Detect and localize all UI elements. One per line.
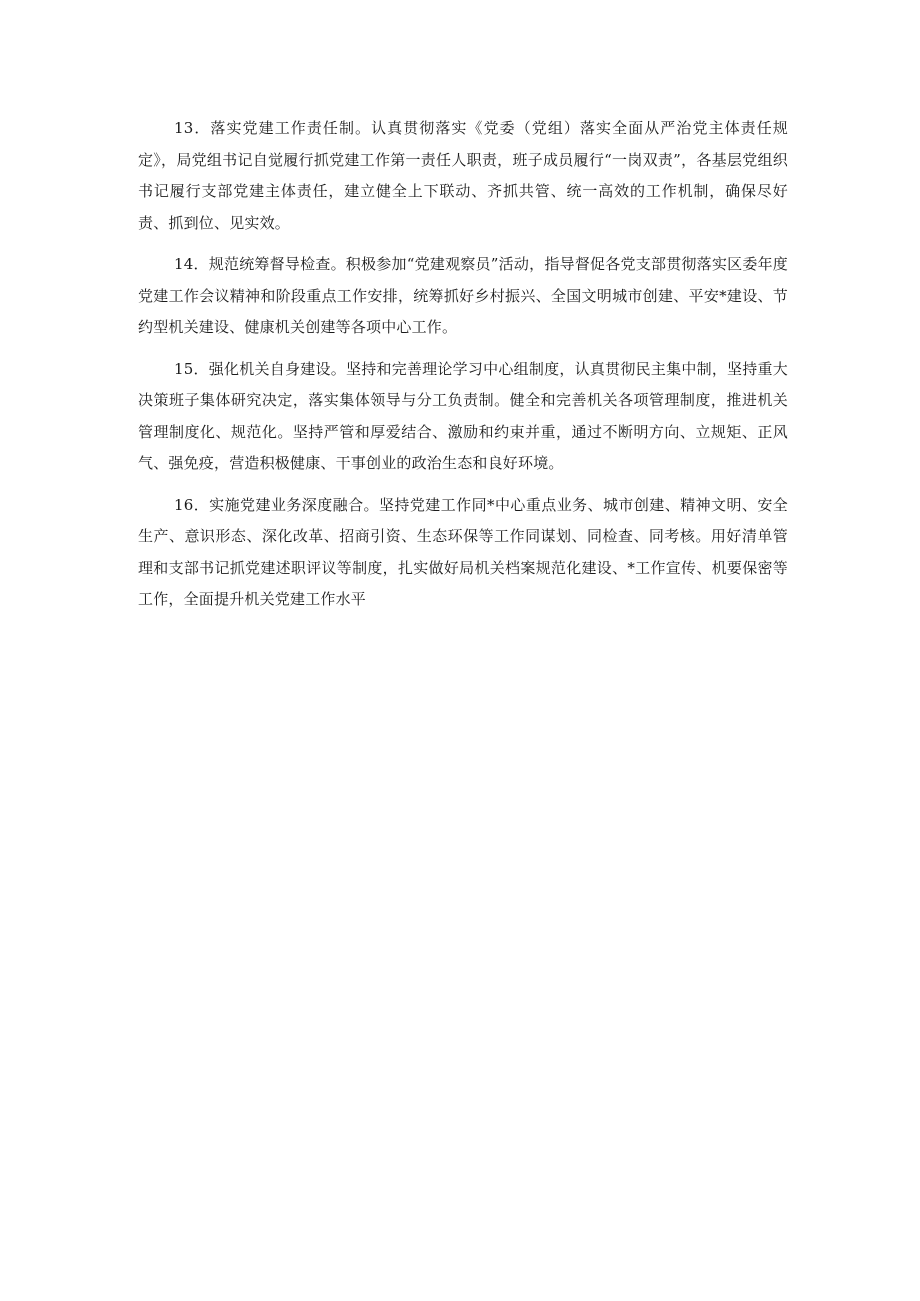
paragraph-14: 14．规范统筹督导检查。积极参加“党建观察员”活动，指导督促各党支部贯彻落实区委年度党建工作会议精神和阶段重点工作安排，统筹抓好乡村振兴、全国文明城市创建、平安*建设、节约型机关建设、健康机关创建等各项中心工作。 xyxy=(138,255,788,336)
paragraph-13: 13．落实党建工作责任制。认真贯彻落实《党委（党组）落实全面从严治党主体责任规定》，局党组书记自觉履行抓党建工作第一责任人职责，班子成员履行“一岗双责”，各基层党组织书记履行支部党建主体责任，建立健全上下联动、齐抓共管、统一高效的工作机制，确保尽好责、抓到位、见实效。 xyxy=(138,119,788,232)
paragraph-16: 16．实施党建业务深度融合。坚持党建工作同*中心重点业务、城市创建、精神文明、安全生产、意识形态、深化改革、招商引资、生态环保等工作同谋划、同检查、同考核。用好清单管理和支部书记抓党建述职评议等制度，扎实做好局机关档案规范化建设、*工作宣传、机要保密等工作，全面提升机关党建工作水平 xyxy=(138,495,788,608)
document-body xyxy=(138,113,788,626)
paragraph-15: 15．强化机关自身建设。坚持和完善理论学习中心组制度，认真贯彻民主集中制，坚持重大决策班子集体研究决定，落实集体领导与分工负责制。健全和完善机关各项管理制度，推进机关管理制度化、规范化。坚持严管和厚爱结合、激励和约束并重，通过不断明方向、立规矩、正风气、强免疫，营造积极健康、干事创业的政治生态和良好环境。 xyxy=(138,359,788,472)
